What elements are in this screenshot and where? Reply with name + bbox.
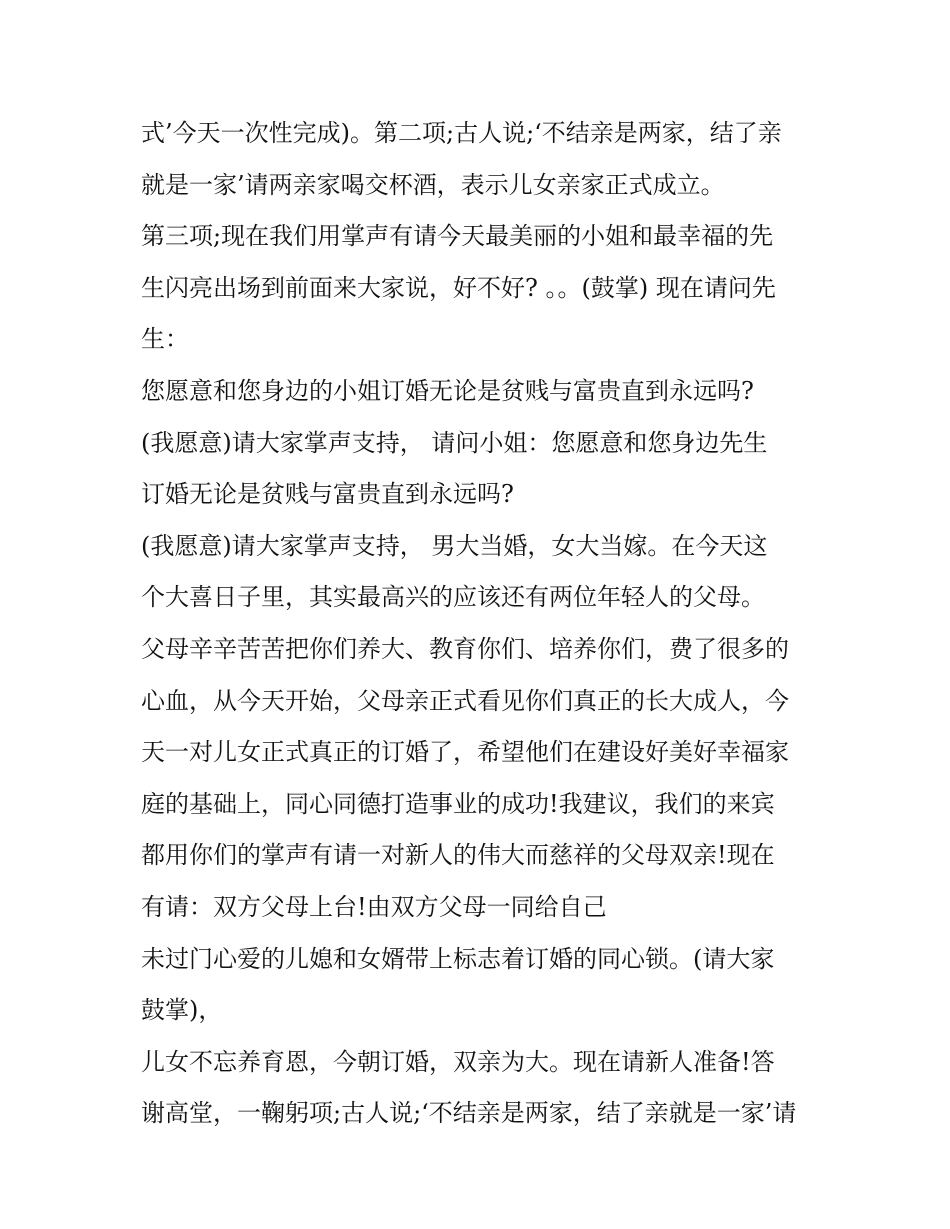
text-line: 就是一家’请两亲家喝交杯酒，表示儿女亲家正式成立。 <box>141 170 725 199</box>
text-line: (我愿意)请大家掌声支持， 请问小姐：您愿意和您身边先生 <box>141 428 768 457</box>
text-line: 谢高堂，一鞠躬项;古人说;‘不结亲是两家，结了亲就是一家’请 <box>141 1099 797 1128</box>
text-line: 父母辛辛苦苦把你们养大、教育你们、培养你们，费了很多的 <box>141 634 789 663</box>
text-line: 生闪亮出场到前面来大家说，好不好? 。。(鼓掌) 现在请问先 <box>141 273 776 302</box>
text-line: 心血，从今天开始，父母亲正式看见你们真正的长大成人，今 <box>141 686 789 715</box>
text-line: 庭的基础上，同心同德打造事业的成功!我建议，我们的来宾 <box>141 789 775 818</box>
text-line: 鼓掌)， <box>141 996 223 1025</box>
text-line: 有请：双方父母上台!由双方父母一同给自己 <box>141 892 607 921</box>
text-line: 第三项;现在我们用掌声有请今天最美丽的小姐和最幸福的先 <box>141 222 774 251</box>
text-line: 个大喜日子里，其实最高兴的应该还有两位年轻人的父母。 <box>141 583 765 612</box>
text-line: 儿女不忘养育恩，今朝订婚，双亲为大。现在请新人准备!答 <box>141 1047 775 1076</box>
text-line: 订婚无论是贫贱与富贵直到永远吗? <box>141 480 514 509</box>
text-line: 天一对儿女正式真正的订婚了，希望他们在建设好美好幸福家 <box>141 738 789 767</box>
text-line: (我愿意)请大家掌声支持， 男大当婚，女大当嫁。在今天这 <box>141 531 768 560</box>
text-line: 都用你们的掌声有请一对新人的伟大而慈祥的父母双亲!现在 <box>141 841 775 870</box>
text-line: 式’今天一次性完成)。第二项;古人说;‘不结亲是两家，结了亲 <box>141 119 782 147</box>
document-body <box>141 108 821 1140</box>
text-line: 生： <box>141 325 189 354</box>
text-line: 您愿意和您身边的小姐订婚无论是贫贱与富贵直到永远吗? <box>141 376 754 405</box>
text-line: 未过门心爱的儿媳和女婿带上标志着订婚的同心锁。(请大家 <box>141 944 775 973</box>
